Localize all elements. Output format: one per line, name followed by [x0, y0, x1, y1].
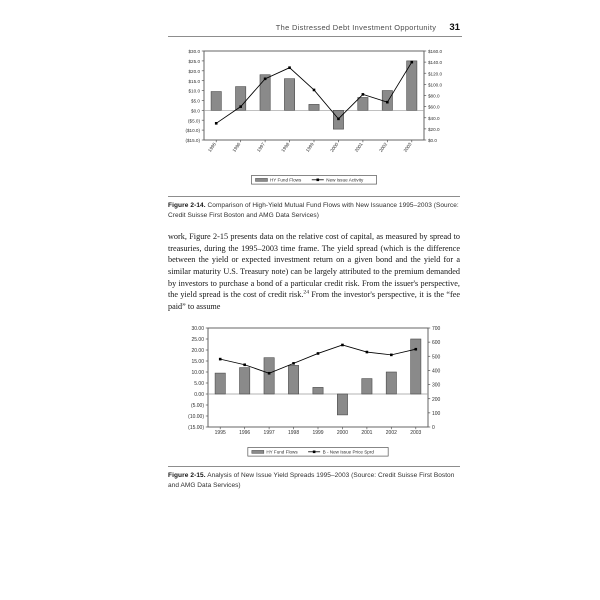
- line-marker-1996: [239, 105, 242, 108]
- figure-2-14-caption: [168, 201, 460, 221]
- x-axis-tick-label: 1999: [312, 429, 324, 436]
- bar-1999: [309, 104, 319, 110]
- line-marker-1998: [288, 66, 291, 69]
- running-head-title: The Distressed Debt Investment Opportunity: [275, 23, 437, 32]
- bar-2000: [337, 394, 347, 415]
- y-axis-tick-label: $30.0: [188, 49, 200, 55]
- figure-2-14-block: [168, 45, 460, 185]
- body-paragraph-tail: From the investor's perspective, it is the “fee paid” to assume: [168, 290, 461, 311]
- y-axis-tick-label: (15.00): [188, 424, 204, 431]
- x-axis-tick-label: 2001: [353, 141, 364, 153]
- y-axis-tick-label: 15.00: [191, 358, 204, 365]
- y-axis-tick-label: ($15.0): [185, 138, 200, 144]
- line-marker-1997: [264, 78, 267, 81]
- chart-canvas-2-15: [168, 322, 460, 457]
- bar-1996: [240, 367, 250, 393]
- line-marker-1996: [243, 363, 246, 366]
- bar-2001: [358, 97, 368, 110]
- bar-1998: [288, 365, 298, 394]
- x-axis-tick-label: 2000: [329, 141, 340, 153]
- bar-2002: [382, 91, 392, 111]
- y2-axis-tick-label: 500: [432, 353, 441, 360]
- bar-1995: [215, 373, 225, 394]
- bar-1999: [313, 387, 323, 394]
- y2-axis-tick-label: 300: [432, 382, 441, 389]
- x-axis-tick-label: 2000: [336, 429, 349, 436]
- y-axis-tick-label: 5.00: [194, 380, 204, 387]
- y-axis-tick-label: $10.0: [188, 88, 200, 94]
- y-axis-tick-label: $0.0: [191, 108, 200, 114]
- line-marker-2000: [337, 118, 340, 121]
- y2-axis-tick-label: 400: [432, 368, 441, 375]
- line-marker-2002: [390, 353, 393, 356]
- y2-axis-tick-label: $40.0: [428, 115, 440, 121]
- caption-rule-2-14: [168, 196, 460, 197]
- x-axis-tick-label: 2002: [378, 141, 389, 153]
- bar-2002: [386, 372, 396, 394]
- body-paragraph: [168, 231, 460, 312]
- x-axis-tick-label: 1996: [231, 141, 242, 153]
- line-marker-1995: [215, 122, 218, 125]
- y2-axis-tick-label: 100: [432, 410, 441, 417]
- chart-legend: [251, 176, 376, 185]
- line-marker-1999: [317, 352, 320, 355]
- chart-svg: [168, 45, 460, 185]
- y-axis-tick-label: 30.00: [191, 325, 204, 332]
- bar-1998: [284, 79, 294, 111]
- body-paragraph-text: work, Figure 2-15 presents data on the relative cost of capital, as measured by spread to treasuries, during the 1995–2003 time frame. The yield spread (which is the difference between the yield or expected investment return on a given bond and the yield for a similar maturity U.S. Treasury note) can be largely attributed to the premium demanded by investors to purchase a bond of a particular credit risk. From the issuer's perspective, the yield spread is the cost of credit risk.: [168, 232, 460, 300]
- bar-1997: [264, 357, 274, 393]
- y-axis-tick-label: (10.00): [188, 413, 204, 420]
- y2-axis-tick-label: $20.0: [428, 126, 440, 132]
- legend-label-bar: HY Fund Flows: [269, 177, 302, 183]
- line-marker-2002: [386, 101, 389, 104]
- running-head: [168, 22, 462, 37]
- figure-2-15-label: Figure 2-15.: [168, 471, 206, 479]
- bar-2003: [411, 339, 421, 394]
- legend-label-line: New Issue Activity: [326, 177, 364, 183]
- y2-axis-tick-label: $100.0: [428, 82, 443, 88]
- x-axis-tick-label: 1995: [207, 141, 218, 153]
- bar-2001: [362, 378, 372, 393]
- y2-axis-tick-label: 600: [432, 339, 441, 346]
- y-axis-tick-label: ($5.0): [187, 118, 200, 124]
- x-axis-tick-label: 1998: [280, 141, 291, 153]
- y2-axis-tick-label: 700: [432, 325, 441, 332]
- line-marker-1998: [292, 362, 295, 365]
- line-marker-2001: [362, 93, 365, 96]
- x-axis-tick-label: 1995: [214, 429, 226, 436]
- figure-2-15-caption-text: Analysis of New Issue Yield Spreads 1995–2003 (Source: Credit Suisse First Boston and AMG Data Services): [168, 471, 455, 489]
- x-axis-tick-label: 2002: [385, 429, 397, 436]
- line-marker-1999: [313, 89, 316, 92]
- line-marker-1995: [219, 357, 222, 360]
- y2-axis-tick-label: $60.0: [428, 104, 440, 110]
- y2-axis-tick-label: 0: [432, 424, 435, 431]
- line-marker-2003: [414, 348, 417, 351]
- x-axis-tick-label: 2003: [410, 429, 422, 436]
- y-axis-tick-label: (5.00): [190, 402, 204, 409]
- y-axis-tick-label: $20.0: [188, 68, 200, 74]
- x-axis-tick-label: 2001: [361, 429, 373, 436]
- line-marker-1997: [268, 372, 271, 375]
- y-axis-tick-label: 0.00: [194, 391, 204, 398]
- line-marker-2001: [366, 350, 369, 353]
- legend-label-line: B - New Issue Price Sprd: [322, 449, 374, 455]
- y-axis-tick-label: 10.00: [191, 369, 204, 376]
- figure-2-14-caption-text: Comparison of High-Yield Mutual Fund Flows with New Issuance 1995–2003 (Source: Credit Suisse First Boston and AMG Data Services): [168, 202, 459, 220]
- chart-figure-2-14: [168, 45, 460, 185]
- y2-axis-tick-label: $120.0: [428, 71, 443, 77]
- chart-canvas-2-14: [168, 45, 460, 185]
- y2-axis-tick-label: $0.0: [428, 138, 437, 144]
- chart-svg: [168, 322, 460, 457]
- y-axis-tick-label: 25.00: [191, 336, 204, 343]
- x-axis-tick-label: 1999: [304, 141, 315, 153]
- footnote-marker: 24: [303, 289, 310, 296]
- chart-legend: [248, 447, 388, 456]
- line-marker-2003: [410, 61, 413, 64]
- x-axis-tick-label: 1996: [239, 429, 251, 436]
- figure-2-15-caption: [168, 471, 460, 491]
- y-axis-tick-label: $5.0: [191, 98, 200, 104]
- y2-axis-tick-label: $80.0: [428, 93, 440, 99]
- page-number: 31: [449, 22, 460, 33]
- bar-1995: [211, 92, 221, 111]
- y2-axis-tick-label: $160.0: [428, 49, 443, 55]
- y-axis-tick-label: ($10.0): [185, 128, 200, 134]
- y2-axis-tick-label: $140.0: [428, 60, 443, 66]
- y-axis-tick-label: $25.0: [188, 58, 200, 64]
- caption-rule-2-15: [168, 466, 460, 467]
- y-axis-tick-label: 20.00: [191, 347, 204, 354]
- figure-2-15-block: [168, 322, 460, 457]
- figure-2-14-label: Figure 2-14.: [168, 202, 206, 209]
- y2-axis-tick-label: 200: [432, 396, 441, 403]
- x-axis-tick-label: 1998: [287, 429, 300, 436]
- chart-figure-2-15: [168, 322, 460, 457]
- line-marker-2000: [341, 343, 344, 346]
- legend-label-bar: HY Fund Flows: [266, 449, 298, 455]
- x-axis-tick-label: 1997: [255, 141, 266, 153]
- y-axis-tick-label: $15.0: [188, 78, 200, 84]
- x-axis-tick-label: 1997: [263, 429, 275, 436]
- x-axis-tick-label: 2003: [402, 141, 413, 153]
